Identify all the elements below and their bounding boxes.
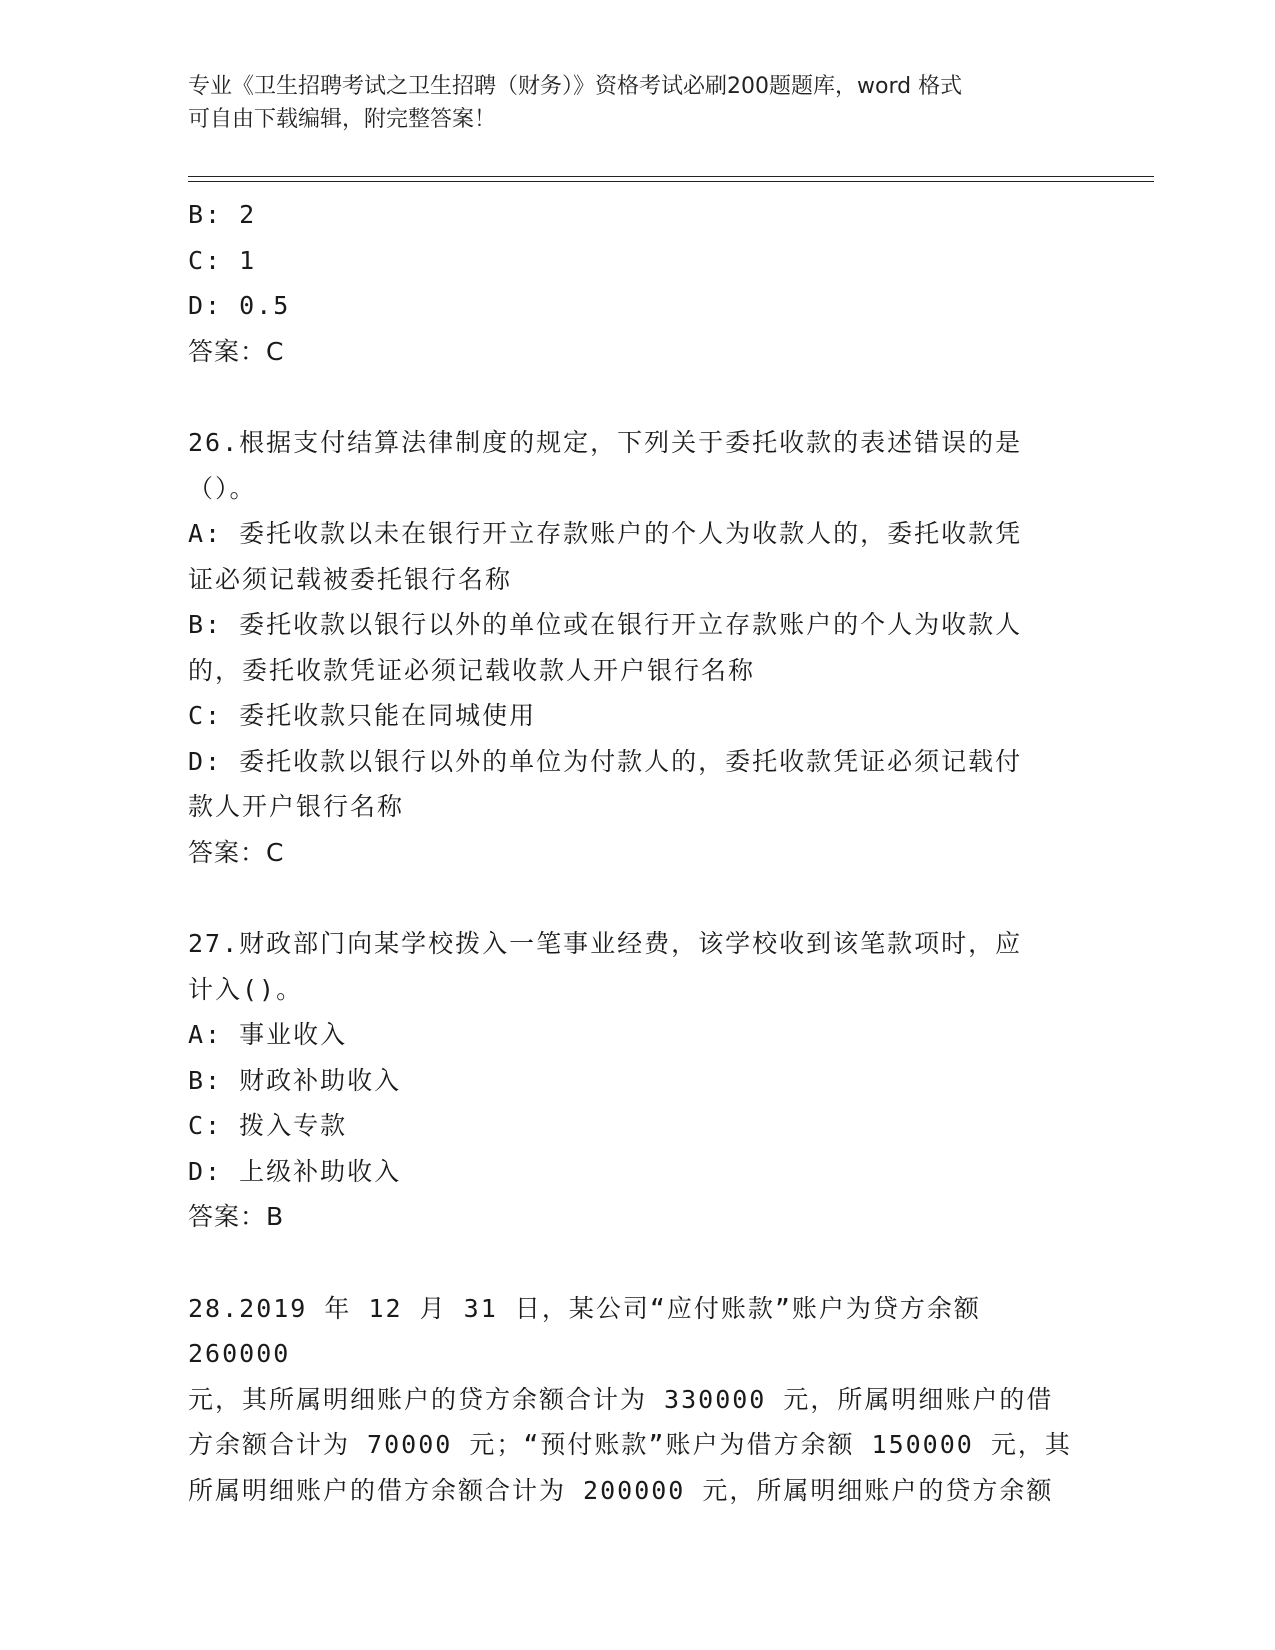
document-header xyxy=(188,70,1088,136)
question-28 xyxy=(188,1286,1088,1514)
option-b: B: 委托收款以银行以外的单位或在银行开立存款账户的个人为收款人 xyxy=(188,610,1023,639)
option-d: D: 0.5 xyxy=(188,291,291,320)
option-b: B: 财政补助收入 xyxy=(188,1065,402,1095)
question-26 xyxy=(188,420,1088,875)
question-stem: （）。 xyxy=(188,473,257,503)
option-a: A: 委托收款以未在银行开立存款账户的个人为收款人的，委托收款凭 xyxy=(188,519,1023,548)
option-d: 款人开户银行名称 xyxy=(188,792,405,821)
option-d: D: 上级补助收入 xyxy=(188,1156,402,1186)
option-c: C: 拨入专款 xyxy=(188,1111,348,1140)
question-stem: 所属明细账户的借方余额合计为 200000 元，所属明细账户的贷方余额 xyxy=(188,1475,1054,1505)
option-a: A: 事业收入 xyxy=(188,1020,348,1049)
header-divider-top xyxy=(188,176,1154,177)
option-b: 的，委托收款凭证必须记载收款人开户银行名称 xyxy=(188,655,756,685)
answer: 答案：C xyxy=(188,336,285,366)
option-c: C: 1 xyxy=(188,245,257,275)
option-d: D: 委托收款以银行以外的单位为付款人的，委托收款凭证必须记载付 xyxy=(188,746,1023,776)
answer: 答案：C xyxy=(188,837,285,867)
question-list xyxy=(188,192,1088,1513)
option-c: C: 委托收款只能在同城使用 xyxy=(188,701,537,730)
question-stem: 方余额合计为 70000 元；“预付账款”账户为借方余额 150000 元，其 xyxy=(188,1430,1072,1459)
question-stem: 计入()。 xyxy=(188,974,304,1004)
header-line-1: 专业《卫生招聘考试之卫生招聘（财务）》资格考试必刷200题题库，word 格式 xyxy=(188,74,963,99)
question-stem: 26.根据支付结算法律制度的规定，下列关于委托收款的表述错误的是 xyxy=(188,428,1023,457)
header-line-2: 可自由下载编辑，附完整答案！ xyxy=(188,107,497,132)
question-stem: 27.财政部门向某学校拨入一笔事业经费，该学校收到该笔款项时，应 xyxy=(188,929,1023,958)
option-a: 证必须记载被委托银行名称 xyxy=(188,564,513,594)
header-divider-bottom xyxy=(188,181,1154,182)
option-b: B: 2 xyxy=(188,200,257,229)
question-25 xyxy=(188,192,1088,374)
answer: 答案：B xyxy=(188,1202,285,1231)
question-stem: 元，其所属明细账户的贷方余额合计为 330000 元，所属明细账户的借 xyxy=(188,1384,1054,1414)
question-stem: 28.2019 年 12 月 31 日，某公司“应付账款”账户为贷方余额 260000 xyxy=(188,1293,998,1368)
question-27 xyxy=(188,921,1088,1240)
